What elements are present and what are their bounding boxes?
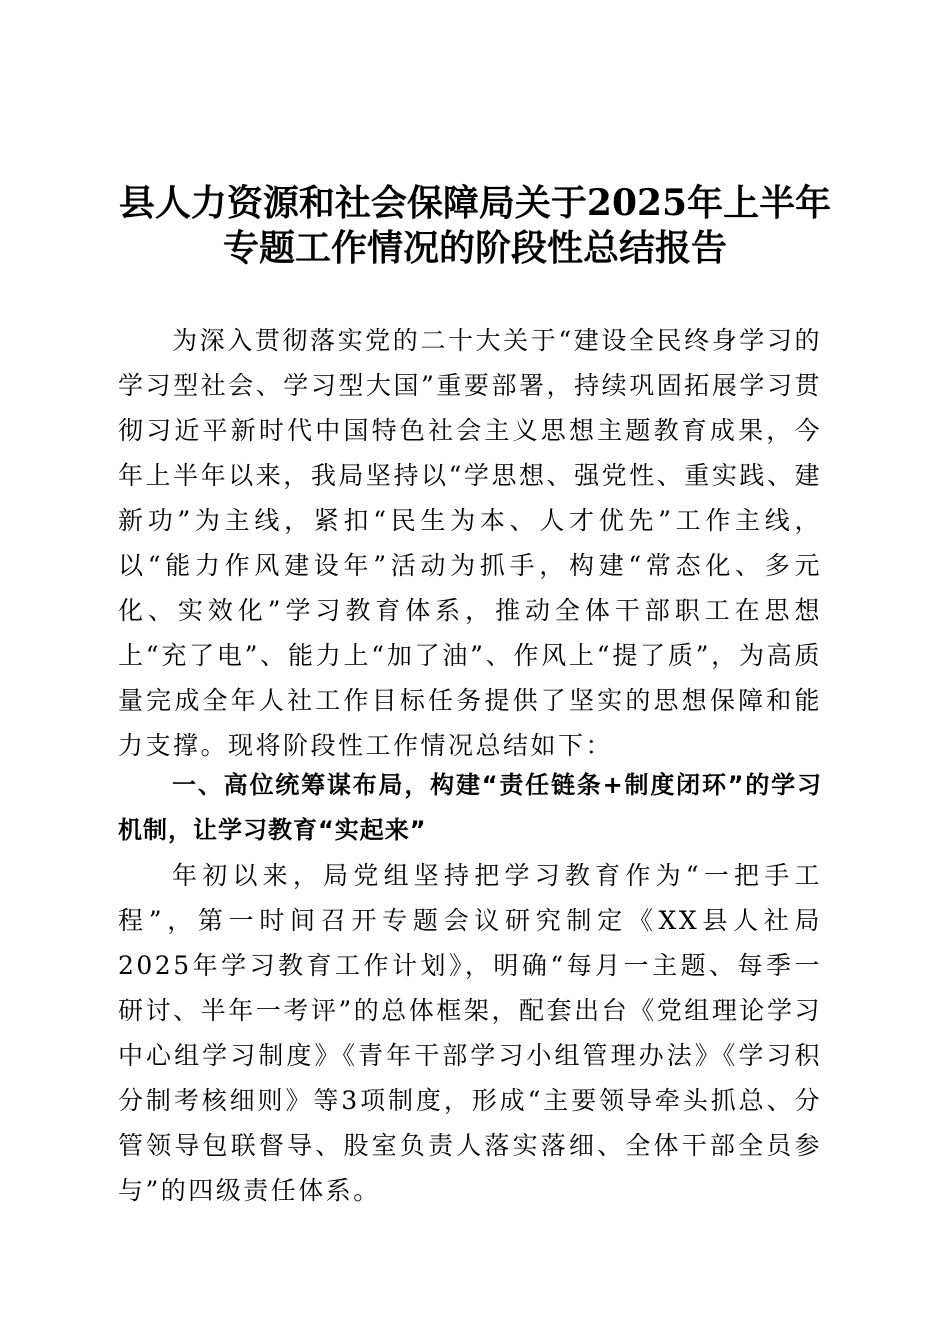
intro-paragraph: 为深入贯彻落实党的二十大关于“建设全民终身学习的学习型社会、学习型大国”重要部署，持续巩固拓展学习贯彻习近平新时代中国特色社会主义思想主题教育成果，今年上半年以来，我局坚持以“学思想、强党性、重实践、建新功”为主线，紧扣“民生为本、人才优先”工作主线，以“能力作风建设年”活动为抓手，构建“常态化、多元化、实效化”学习教育体系，推动全体干部职工在思想上“充了电”、能力上“加了油”、作风上“提了质”，为高质量完成全年人社工作目标任务提供了坚实的思想保障和能力支撑。现将阶段性工作情况总结如下： <box>118 326 822 760</box>
document-title-line-1: 县人力资源和社会保障局关于2025年上半年 <box>118 182 832 224</box>
section-1-paragraph: 年初以来，局党组坚持把学习教育作为“一把手工程”，第一时间召开专题会议研究制定《XX县人社局2025年学习教育工作计划》，明确“每月一主题、每季一研讨、半年一考评”的总体框架，配套出台《党组理论学习中心组学习制度》《青年干部学习小组管理办法》《学习积分制考核细则》等3项制度，形成“主要领导牵头抓总、分管领导包联督导、股室负责人落实落细、全体干部全员参与”的四级责任体系。 <box>118 861 822 1205</box>
document-title-line-2: 专题工作情况的阶段性总结报告 <box>222 227 727 269</box>
section-1-heading: 一、高位统筹谋布局，构建“责任链条+制度闭环”的学习机制，让学习教育“实起来” <box>118 771 822 844</box>
